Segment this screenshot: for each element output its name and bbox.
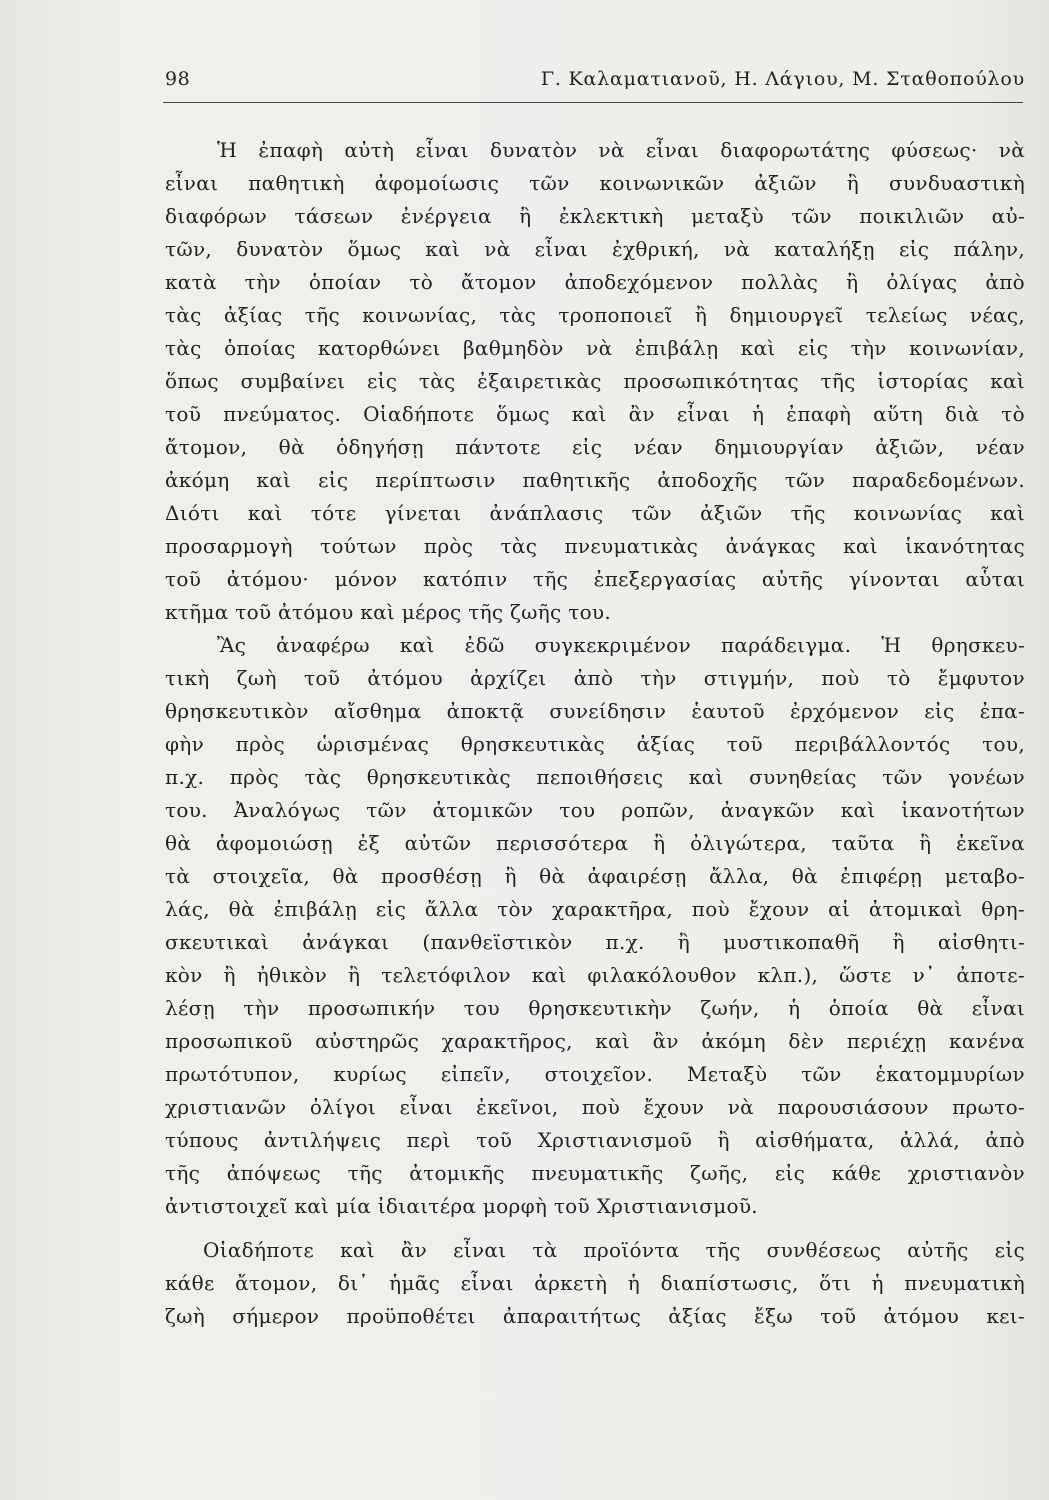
text-line: τικὴ ζωὴ τοῦ ἀτόμου ἀρχίζει ἀπὸ τὴν στιγμήν, ποὺ τὸ ἔμφυτον [165,666,1025,690]
text-line: ἀκόμη καὶ εἰς περίπτωσιν παθητικῆς ἀποδοχῆς τῶν παραδεδομένων. [165,468,1025,492]
text-line: λέσῃ τὴν προσωπικήν του θρησκευτικὴν ζωήν, ἡ ὁποία θὰ εἶναι [165,996,1025,1020]
text-line: προσωπικοῦ αὐστηρῶς χαρακτῆρος, καὶ ἂν ἀκόμη δὲν περιέχῃ κανένα [165,1029,1025,1053]
running-head: Γ. Καλαματιανοῦ, Η. Λάγιου, Μ. Σταθοπούλου [540,68,1025,90]
text-line: κατὰ τὴν ὁποίαν τὸ ἄτομον ἀποδεχόμενον πολλὰς ἢ ὀλίγας ἀπὸ [165,270,1025,294]
text-line: τὰς ἀξίας τῆς κοινωνίας, τὰς τροποποιεῖ ἢ δημιουργεῖ τελείως νέας, [165,303,1025,327]
text-line: θὰ ἀφομοιώσῃ ἐξ αὐτῶν περισσότερα ἢ ὀλιγώτερα, ταῦτα ἢ ἐκεῖνα [165,831,1025,855]
text-line: κὸν ἢ ἠθικὸν ἢ τελετόφιλον καὶ φιλακόλουθον κλπ.), ὥστε ν᾽ ἀποτε- [165,963,1025,987]
text-line: θρησκευτικὸν αἴσθημα ἀποκτᾷ συνείδησιν ἑαυτοῦ ἐρχόμενον εἰς ἐπα- [165,699,1025,723]
text-line: τὰ στοιχεῖα, θὰ προσθέσῃ ἢ θὰ ἀφαιρέσῃ ἄλλα, θὰ ἐπιφέρῃ μεταβο- [165,864,1025,888]
text-line: λάς, θὰ ἐπιβάλῃ εἰς ἄλλα τὸν χαρακτῆρα, ποὺ ἔχουν αἱ ἀτομικαὶ θρη- [165,897,1025,921]
body-text [165,134,1025,1333]
page-header [165,68,1025,98]
text-line: σκευτικαὶ ἀνάγκαι (πανθεϊστικὸν π.χ. ἢ μυστικοπαθῆ ἢ αἰσθητι- [165,930,1025,954]
text-line: Ἡ ἐπαφὴ αὐτὴ εἶναι δυνατὸν νὰ εἶναι διαφορωτάτης φύσεως· νὰ [217,138,1025,162]
text-line: τὰς ὁποίας κατορθώνει βαθμηδὸν νὰ ἐπιβάλῃ καὶ εἰς τὴν κοινωνίαν, [165,336,1025,360]
text-line: ἀντιστοιχεῖ καὶ μία ἰδιαιτέρα μορφὴ τοῦ Χριστιανισμοῦ. [165,1194,758,1218]
text-line: τῆς ἀπόψεως τῆς ἀτομικῆς πνευματικῆς ζωῆς, εἰς κάθε χριστιανὸν [165,1161,1025,1185]
text-line: τοῦ ἀτόμου· μόνον κατόπιν τῆς ἐπεξεργασίας αὐτῆς γίνονται αὗται [165,567,1025,591]
text-line: εἶναι παθητικὴ ἀφομοίωσις τῶν κοινωνικῶν ἀξιῶν ἢ συνδυαστικὴ [165,171,1025,195]
text-line: Ἂς ἀναφέρω καὶ ἐδῶ συγκεκριμένον παράδειγμα. Ἡ θρησκευ- [217,633,1025,657]
text-line: κάθε ἄτομον, δι᾽ ἡμᾶς εἶναι ἀρκετὴ ἡ διαπίστωσις, ὅτι ἡ πνευματικὴ [165,1271,1025,1295]
text-line: φὴν πρὸς ὡρισμένας θρησκευτικὰς ἀξίας τοῦ περιβάλλοντός του, [165,732,1025,756]
text-line: ἄτομον, θὰ ὁδηγήσῃ πάντοτε εἰς νέαν δημιουργίαν ἀξιῶν, νέαν [165,435,1025,459]
text-line: ὅπως συμβαίνει εἰς τὰς ἐξαιρετικὰς προσωπικότητας τῆς ἱστορίας καὶ [165,369,1025,393]
text-line: Διότι καὶ τότε γίνεται ἀνάπλασις τῶν ἀξιῶν τῆς κοινωνίας καὶ [165,501,1025,525]
text-line: χριστιανῶν ὀλίγοι εἶναι ἐκεῖνοι, ποὺ ἔχουν νὰ παρουσιάσουν πρωτο- [165,1095,1025,1119]
text-line: τύπους ἀντιλήψεις περὶ τοῦ Χριστιανισμοῦ ἢ αἰσθήματα, ἀλλά, ἀπὸ [165,1128,1025,1152]
text-line: Οἱαδήποτε καὶ ἂν εἶναι τὰ προϊόντα τῆς συνθέσεως αὐτῆς εἰς [203,1238,1025,1262]
text-line: διαφόρων τάσεων ἐνέργεια ἢ ἐκλεκτικὴ μεταξὺ τῶν ποικιλιῶν αὐ- [165,204,1025,228]
text-line: πρωτότυπον, κυρίως εἰπεῖν, στοιχεῖον. Μεταξὺ τῶν ἑκατομμυρίων [165,1062,1025,1086]
text-line: κτῆμα τοῦ ἀτόμου καὶ μέρος τῆς ζωῆς του. [165,600,612,624]
text-line: του. Ἀναλόγως τῶν ἀτομικῶν του ροπῶν, ἀναγκῶν καὶ ἱκανοτήτων [165,798,1025,822]
header-rule [163,102,1023,103]
text-line: π.χ. πρὸς τὰς θρησκευτικὰς πεποιθήσεις καὶ συνηθείας τῶν γονέων [165,765,1025,789]
page-number: 98 [165,68,191,90]
text-line: ζωὴ σήμερον προϋποθέτει ἀπαραιτήτως ἀξίας ἔξω τοῦ ἀτόμου κει- [165,1304,1025,1328]
text-line: τῶν, δυνατὸν ὅμως καὶ νὰ εἶναι ἐχθρική, νὰ καταλήξῃ εἰς πάλην, [165,237,1025,261]
text-line: προσαρμογὴ τούτων πρὸς τὰς πνευματικὰς ἀνάγκας καὶ ἱκανότητας [165,534,1025,558]
text-line: τοῦ πνεύματος. Οἱαδήποτε ὅμως καὶ ἂν εἶναι ἡ ἐπαφὴ αὕτη διὰ τὸ [165,402,1025,426]
